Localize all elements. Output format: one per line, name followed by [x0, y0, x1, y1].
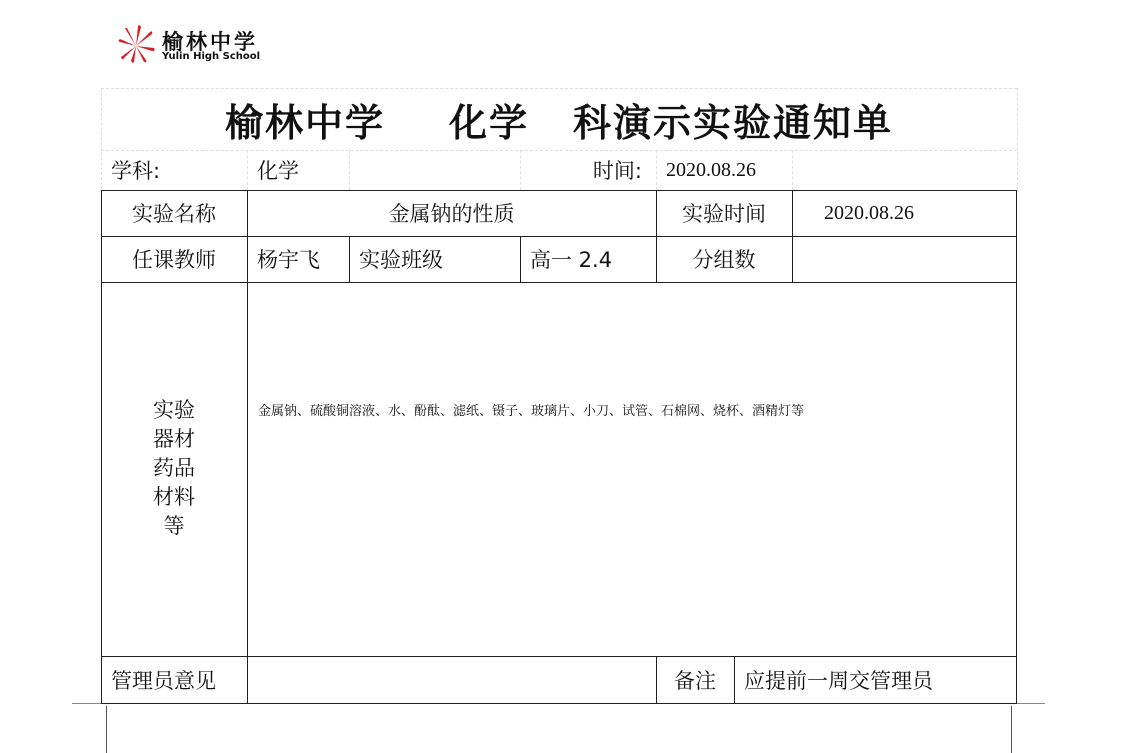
groups-label: 分组数 — [692, 248, 756, 272]
school-emblem-icon — [116, 24, 156, 64]
materials-label-line: 药品 — [153, 456, 195, 480]
title-suffix: 科演示实验通知单 — [573, 100, 894, 145]
materials-label-line: 材料 — [153, 485, 195, 509]
time-label: 时间: — [592, 159, 642, 183]
groups-value[interactable] — [792, 236, 1016, 282]
materials-label-line: 实验 — [153, 398, 195, 422]
title-subject: 化学 — [448, 100, 529, 145]
subject-label: 学科: — [111, 159, 161, 183]
time-value: 2020.08.26 — [666, 158, 756, 181]
form-title — [101, 88, 1017, 150]
subject-value: 化学 — [257, 159, 299, 183]
class-label: 实验班级 — [359, 248, 443, 272]
school-name-en: Yulin High School — [162, 51, 261, 62]
school-logo — [116, 24, 286, 68]
materials-label-line: 器材 — [153, 427, 195, 451]
remark-value: 应提前一周交管理员 — [744, 668, 933, 693]
materials-label — [101, 396, 247, 541]
teacher-label: 任课教师 — [132, 248, 216, 272]
experiment-time-label: 实验时间 — [682, 202, 766, 226]
remark-label: 备注 — [674, 668, 716, 693]
admin-opinion-label: 管理员意见 — [111, 668, 216, 693]
class-value: 高一 2.4 — [530, 248, 613, 272]
school-name-cn: 榆林中学 — [162, 30, 258, 54]
experiment-name-value: 金属钠的性质 — [388, 202, 515, 226]
admin-opinion-value[interactable] — [247, 656, 656, 703]
materials-label-line: 等 — [163, 514, 185, 538]
materials-value: 金属钠、硫酸铜溶液、水、酚酞、滤纸、镊子、玻璃片、小刀、试管、石棉网、烧杯、酒精灯等 — [258, 404, 805, 419]
experiment-name-label: 实验名称 — [132, 202, 216, 226]
title-school: 榆林中学 — [224, 100, 385, 145]
teacher-value: 杨宇飞 — [257, 248, 320, 272]
experiment-time-value: 2020.08.26 — [824, 201, 914, 224]
